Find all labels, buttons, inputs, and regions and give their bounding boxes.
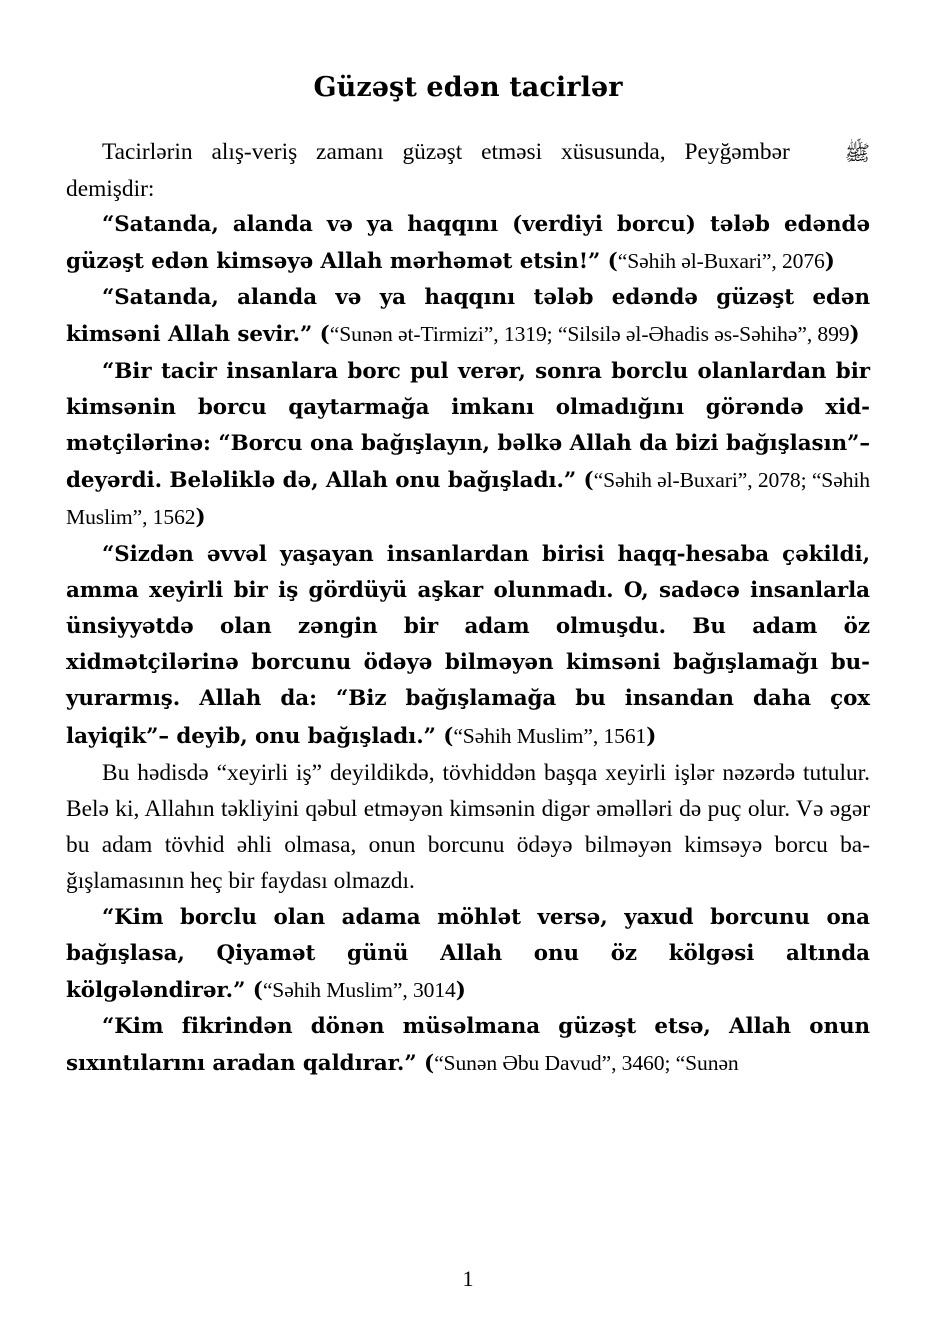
hadith-quote: “Bir tacir insanlara borc pul verər, sonra borclu olanlardan bir kimsənin borcu qaytarmağa imkanı olmadığını görəndə xidmətçilərinə: “Borcu ona bağışlayın, bəlkə Allah da bizi bağışlasın”– deyərdi. Beləliklə də, Allah onu bağışladı.” ( [66, 358, 870, 494]
salawat-glyph: ﷺ [844, 141, 870, 166]
paragraph-hadith-3 [66, 354, 870, 537]
intro-text-before: Tacirlərin alış-veriş zamanı güzəşt etməsi xüsusunda, Peyğəmbər [102, 139, 809, 166]
hadith-quote: “Kim fikrindən dönən müsəlmana güzəşt etsə, Allah onun sıxıntılarını aradan qaldırar.” ( [66, 1014, 870, 1077]
paragraph-hadith-1 [66, 207, 870, 280]
hadith-citation: “Sunən Əbu Davud”, 3460; “Sunən [434, 1051, 739, 1076]
hadith-citation-close: ) [646, 723, 657, 749]
commentary-text: Bu hədisdə “xeyirli iş” deyildikdə, tövhiddən başqa xeyirli işlər nəzərdə tutulur. Belə ki, Allahın təkliyini qəbul etməyən kimsənin digər əməlləri də puç olur. Və əgər bu adam tövhid əhli olmasa, onun borcunu ödəyə bilməyən kimsəyə borcu bağışlamasının heç bir faydası olmazdı. [66, 759, 870, 895]
paragraph-hadith-6 [66, 1009, 870, 1082]
hadith-quote: “Satanda, alanda və ya haqqını tələb edəndə güzəşt edən kimsəni Allah sevir.” ( [66, 285, 870, 348]
hadith-citation-close: ) [849, 322, 860, 348]
page-title: Güzəşt edən tacirlər [313, 72, 623, 103]
hadith-citation: “Səhih əl-Buxari”, 2076 [617, 249, 825, 273]
page-number: 1 [462, 1266, 474, 1291]
paragraph-intro [66, 134, 870, 206]
paragraph-hadith-2 [66, 280, 870, 353]
text-column [66, 0, 870, 1083]
intro-text-after: demişdir: [66, 175, 155, 202]
hadith-citation: “Səhih Muslim”, 1561 [453, 723, 647, 748]
paragraph-hadith-4 [66, 537, 870, 755]
hadith-quote: “Sizdən əvvəl yaşayan insanlardan birisi haqq-hesaba çəkildi, amma xeyirli bir iş gördüyü aşkar olunmadı. O, sadəcə insanlarla ünsiyyətdə olan zəngin bir adam olmuşdu. Bu adam öz xidmətçilərinə borcunu ödəyə bilməyən kimsəni bağışlamağı buyurarmış. Allah da: “Biz bağışlamağa bu insandan daha çox layiqik”– deyib, onu bağışladı.” ( [66, 541, 870, 749]
hadith-quote: “Kim borclu olan adama möhlət versə, yaxud borcunu ona bağışlasa, Qiyamət günü Allah onu öz kölgəsi altında kölgələndirər.” ( [66, 904, 870, 1004]
hadith-citation: “Sunən ət-Tirmizi”, 1319; “Silsilə əl-Əhadis əs-Səhihə”, 899 [329, 322, 850, 347]
hadith-citation: “Səhih əl-Buxari”, 2078; “Səhih Muslim”, 1562 [66, 468, 870, 530]
paragraph-commentary [66, 755, 870, 900]
paragraph-hadith-5 [66, 900, 870, 1010]
hadith-citation-close: ) [195, 505, 206, 531]
hadith-citation-close: ) [455, 978, 466, 1004]
hadith-citation: “Səhih Muslim”, 3014 [262, 978, 456, 1003]
hadith-citation-close: ) [824, 249, 835, 274]
hadith-quote: “Satanda, alanda və ya haqqını (verdiyi borcu) tələb edəndə güzəşt edən kimsəyə Allah mərhəmət etsin!” ( [66, 211, 870, 274]
body-text [66, 134, 870, 1082]
